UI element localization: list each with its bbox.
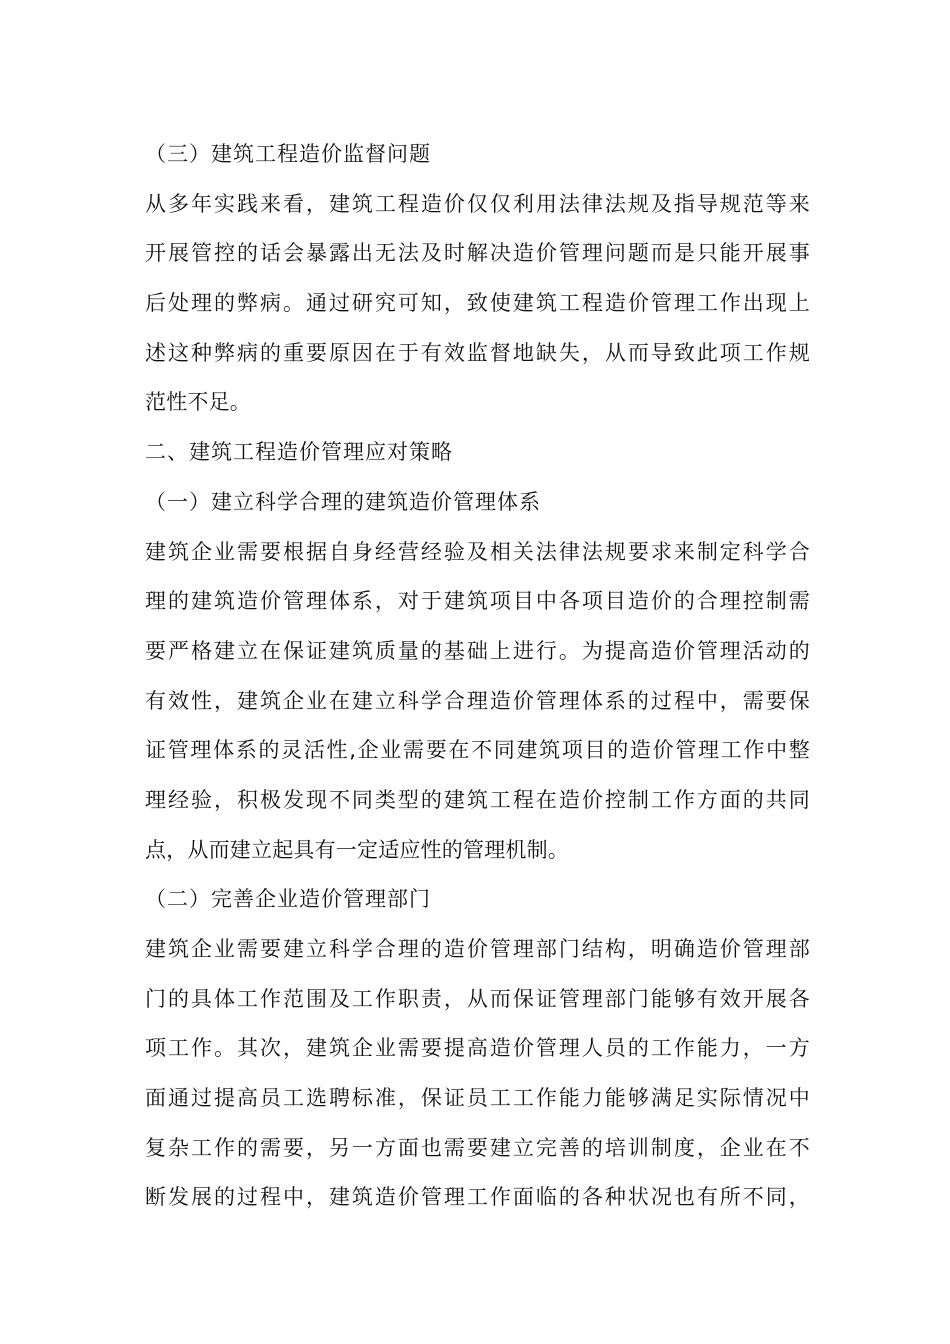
paragraph-line: 述这种弊病的重要原因在于有效监督地缺失，从而导致此项工作规 bbox=[145, 340, 810, 365]
paragraph-line: 证管理体系的灵活性,企业需要在不同建筑项目的造价管理工作中整 bbox=[145, 738, 810, 763]
paragraph-line: 后处理的弊病。通过研究可知，致使建筑工程造价管理工作出现上 bbox=[145, 291, 810, 316]
paragraph-line: 项工作。其次，建筑企业需要提高造价管理人员的工作能力，一方 bbox=[145, 1036, 810, 1061]
section-heading: （三）建筑工程造价监督问题 bbox=[145, 142, 431, 166]
paragraph-line: 理经验，积极发现不同类型的建筑工程在造价控制工作方面的共同 bbox=[145, 787, 810, 812]
paragraph-line: 从多年实践来看，建筑工程造价仅仅利用法律法规及指导规范等来 bbox=[145, 191, 810, 216]
paragraph-line: 范性不足。 bbox=[145, 390, 251, 415]
paragraph-line: 理的建筑造价管理体系，对于建筑项目中各项目造价的合理控制需 bbox=[145, 589, 810, 614]
paragraph-line: 要严格建立在保证建筑质量的基础上进行。为提高造价管理活动的 bbox=[145, 638, 810, 663]
document-body bbox=[145, 130, 810, 1223]
section-heading: （二）完善企业造价管理部门 bbox=[145, 887, 431, 912]
paragraph-line: 门的具体工作范围及工作职责，从而保证管理部门能够有效开展各 bbox=[145, 986, 810, 1011]
paragraph-line: 面通过提高员工选聘标准，保证员工工作能力能够满足实际情况中 bbox=[145, 1086, 810, 1111]
paragraph-line: 开展管控的话会暴露出无法及时解决造价管理问题而是只能开展事 bbox=[145, 241, 810, 266]
paragraph-line: 点，从而建立起具有一定适应性的管理机制。 bbox=[145, 837, 569, 862]
paragraph-line: 断发展的过程中，建筑造价管理工作面临的各种状况也有所不同， bbox=[145, 1185, 810, 1210]
paragraph-line: 建筑企业需要根据自身经营经验及相关法律法规要求来制定科学合 bbox=[145, 539, 810, 564]
section-heading: （一）建立科学合理的建筑造价管理体系 bbox=[145, 489, 541, 514]
paragraph-line: 复杂工作的需要，另一方面也需要建立完善的培训制度，企业在不 bbox=[145, 1135, 810, 1160]
paragraph-line: 建筑企业需要建立科学合理的造价管理部门结构，明确造价管理部 bbox=[145, 937, 810, 961]
chapter-heading: 二、建筑工程造价管理应对策略 bbox=[145, 440, 453, 465]
paragraph-line: 有效性，建筑企业在建立科学合理造价管理体系的过程中，需要保 bbox=[145, 688, 810, 713]
